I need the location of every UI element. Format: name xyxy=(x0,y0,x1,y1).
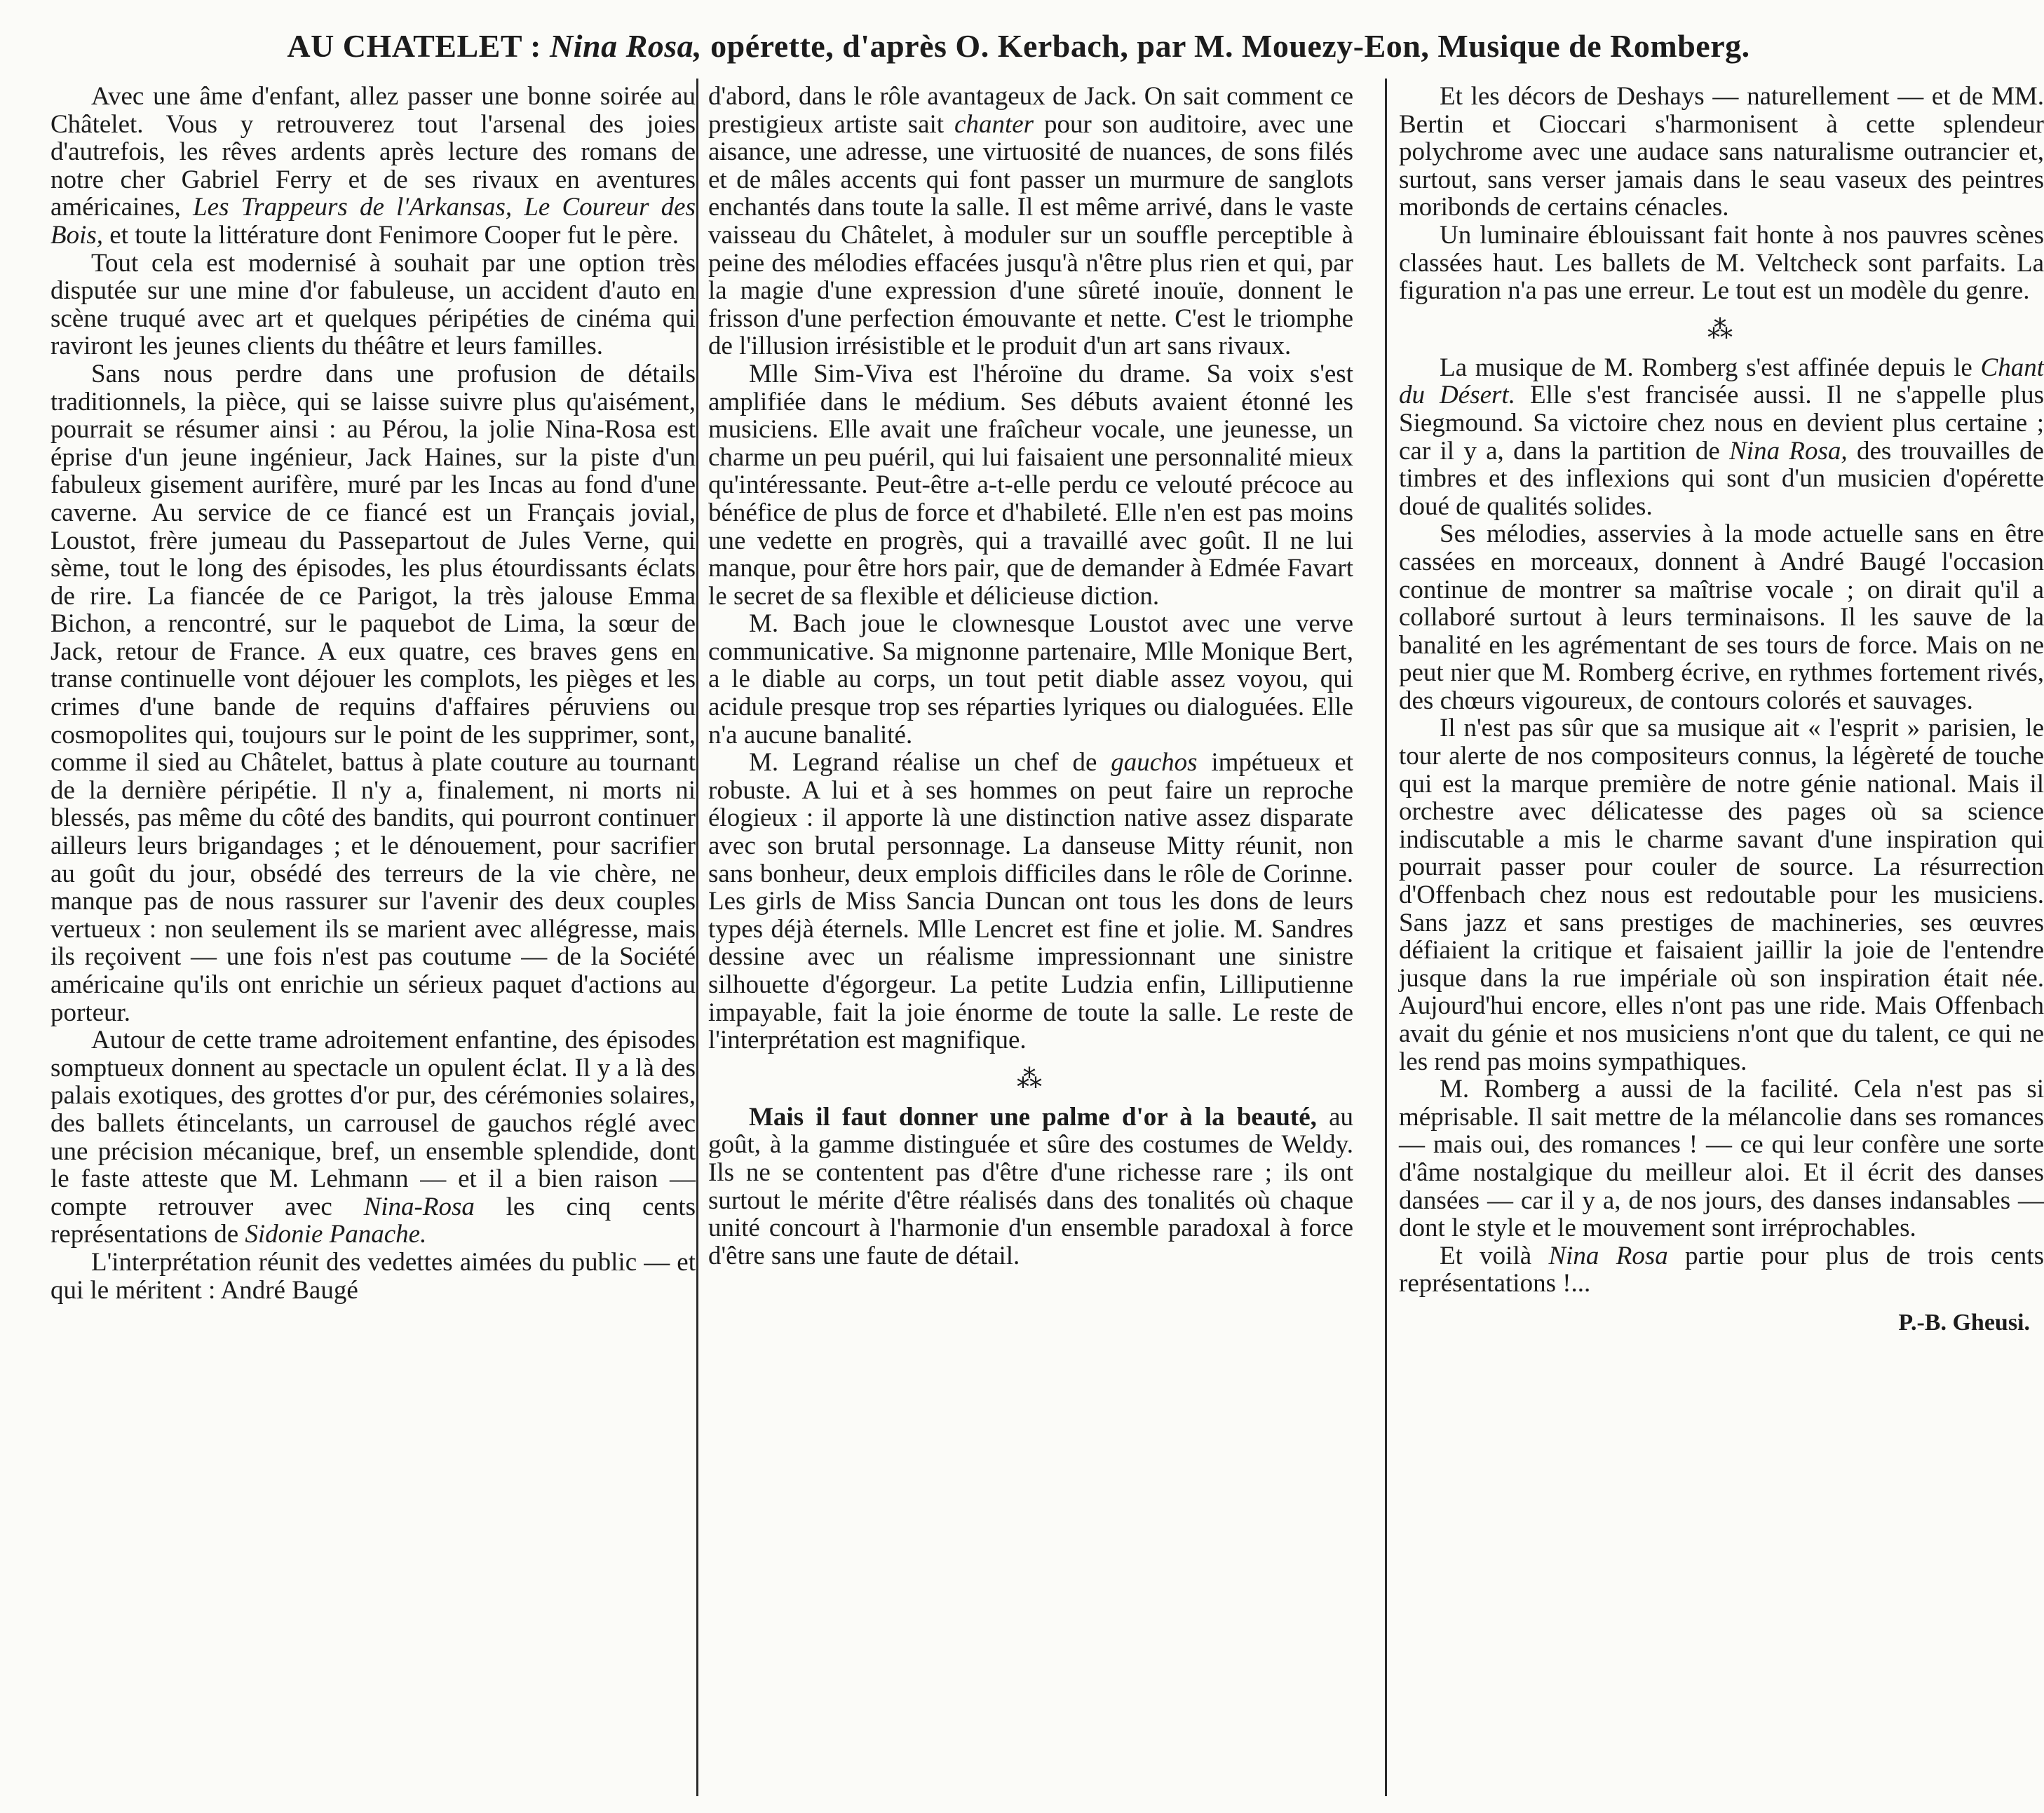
article-column-3 xyxy=(1399,83,2044,1793)
paragraph: Mlle Sim-Viva est l'héroïne du drame. Sa voix s'est amplifiée dans le médium. Ses débuts avaient étonné les musiciens. Elle avait une fraîcheur vocale, une jeunesse, un charme un peu puéril, qui lui faisaient une personnalité mieux qu'intéressante. Peut-être a-t-elle perdu ce velouté précoce au bénéfice de plus de force et d'habileté. Elle n'en est pas moins une vedette en progrès, qui a travaillé avec goût. Il ne lui manque, pour être hors pair, que de demander à Edmée Favart le secret de sa flexible et délicieuse diction. xyxy=(708,359,1353,611)
headline-rest: opérette, d'après O. Kerbach, par M. Mouezy-Eon, Musique de Romberg. xyxy=(702,28,1750,64)
text-run: au goût, à la gamme distinguée et sûre des costumes de Weldy. Ils ne se contentent pas d'être d'une richesse rare ; ils ont surtout le mérite d'être réalisés dans des tonalités où chaque unité concourt à l'harmonie d'un ensemble paradoxal à force d'être sans une faute de détail. xyxy=(708,1102,1353,1270)
paragraph xyxy=(708,749,1353,1054)
text-run: impétueux et robuste. A lui et à ses hommes on peut faire un reproche élogieux : il apporte là une distinction native assez disparate avec son brutal personnage. La danseuse Mitty réunit, non sans bonheur, deux emplois difficiles dans le rôle de Corinne. Les girls de Miss Sancia Duncan ont tous les dons de leurs types déjà éternels. Mlle Lencret est fine et jolie. M. Sandres dessine avec un réalisme impressionnant une sinistre silhouette d'égorgeur. La petite Ludzia enfin, Lilliputienne impayable, fait la joie énorme de toute la salle. Le reste de l'interprétation est magnifique. xyxy=(708,748,1353,1055)
paragraph xyxy=(708,83,1353,360)
paragraph: Ses mélodies, asservies à la mode actuelle sans en être cassées en morceaux, donnent à André Baugé l'occasion continue de montrer sa maîtrise vocale ; on dirait qu'il a collaboré surtout à leurs terminaisons. Il les sauve de la banalité en les agrémentant de ses tours de force. Mais on ne peut nier que M. Romberg écrive, en rythmes fortement rivés, des chœurs vigoureux, de contours colorés et sauvages. xyxy=(1399,520,2044,715)
italic-word: gauchos xyxy=(1111,748,1198,778)
italic-word: chanter xyxy=(954,109,1034,139)
headline-title: Nina Rosa, xyxy=(550,28,703,64)
text-run: La musique de M. Romberg s'est affinée depuis le xyxy=(1440,353,1981,382)
text-run: Avec une âme d'enfant, allez passer une bonne soirée au Châtelet. Vous y retrouverez tout l'arsenal des joies d'autrefois, les rêves ardents après lecture des romans de notre cher Gabriel Ferry et de ses rivaux en aventures américaines, xyxy=(50,82,696,222)
text-run: Et voilà xyxy=(1440,1241,1549,1270)
text-run: Autour de cette trame adroitement enfantine, des épisodes somptueux donnent au spectacle un opulent éclat. Il y a là des palais exotiques, des grottes d'or pur, des cérémonies solaires, des ballets étincelants, un carrousel de gauchos réglé avec une précision mécanique, bref, un ensemble splendide, dont le faste atteste que M. Lehmann — et il a bien raison — compte retrouver avec xyxy=(50,1026,696,1221)
italic-title: Sidonie Panache. xyxy=(245,1220,427,1249)
headline-prefix: AU CHATELET : xyxy=(287,28,550,64)
paragraph: Un luminaire éblouissant fait honte à nos pauvres scènes classées haut. Les ballets de M. Veltcheck sont parfaits. La figuration n'a pas une erreur. Le tout est un modèle du genre. xyxy=(1399,220,2044,306)
text-run: Elle s'est francisée aussi. Il ne s'appelle plus Siegmound. Sa victoire chez nous en devient plus certaine ; car il y a, dans la partition de xyxy=(1399,381,2044,466)
paragraph: L'interprétation réunit des vedettes aimées du public — et qui le méritent : André Baugé xyxy=(50,1247,696,1305)
italic-title: Chant du Désert. xyxy=(1399,353,2044,410)
italic-title: Les Trappeurs de l'Arkansas, Le Coureur des Bois, xyxy=(50,193,696,250)
italic-title: Nina Rosa xyxy=(1548,1241,1668,1270)
text-run: partie pour plus de trois cents représentations !... xyxy=(1399,1241,2044,1298)
paragraph: Et les décors de Deshays — naturellement — et de MM. Bertin et Cioccari s'harmonisent à cette splendeur polychrome avec une audace sans naturalisme outrancier et, surtout, sans verser jamais dans le seau vaseux des peintres moribonds de certains cénacles. xyxy=(1399,82,2044,222)
paragraph: M. Romberg a aussi de la facilité. Cela n'est pas si méprisable. Il sait mettre de la mélancolie dans ses romances — mais oui, des romances ! — ce qui leur confère une sorte d'âme nostalgique du meilleur aloi. Et il écrit des danses dansées — car il y a, de nos jours, des danses indansables — dont le style et le mouvement sont irréprochables. xyxy=(1399,1075,2044,1243)
text-run: M. Legrand réalise un chef de xyxy=(749,748,1111,778)
text-run: pour son auditoire, avec une aisance, une adresse, une virtuosité de nuances, de sons filés et de mâles accents qui font passer un murmure de sanglots enchantés dans toute la salle. Il est même arrivé, dans le vaste vaisseau du Châtelet, à moduler sur un souffle perceptible à peine des mélodies effacées jusqu'à n'être plus rien et qui, par la magie d'une expression d'une sûreté inouïe, donnent le frisson d'une perfection émouvante et nette. C'est le triomphe de l'illusion irrésistible et le produit d'un art sans rivaux. xyxy=(708,109,1353,361)
section-separator-stars: ⁂ xyxy=(1017,1064,1045,1093)
article-column-1 xyxy=(50,83,696,1793)
bold-lead-text: Mais il faut donner une palme d'or à la beauté, xyxy=(749,1102,1317,1132)
paragraph xyxy=(50,83,696,250)
text-run: les cinq cents représentations de xyxy=(50,1192,696,1249)
article-headline xyxy=(0,27,2037,66)
paragraph xyxy=(50,1026,696,1249)
italic-title: Nina-Rosa xyxy=(363,1192,475,1221)
paragraph xyxy=(1399,354,2044,521)
paragraph: Il n'est pas sûr que sa musique ait « l'esprit » parisien, le tour alerte de nos compositeurs connus, la légèreté de touche qui est la marque première de notre génie national. Mais il orchestre avec délicatesse des pages où sa science indiscutable a mis le charme savant d'une inspiration qui pourrait passer pour couler de source. La résurrection d'Offenbach chez nous est redoutable pour les musiciens. Sans jazz et sans prestiges de machineries, ses œuvres défiaient la critique et faisaient jaillir la joie de l'entendre jusque dans la rue impériale où son inspiration était née. Aujourd'hui encore, elles n'ont pas une ride. Mais Offenbach avait du génie et nos musiciens n'ont que du talent, ce qui ne les rend pas moins sympathiques. xyxy=(1399,714,2044,1076)
text-run: et toute la littérature dont Fenimore Cooper fut le père. xyxy=(103,220,679,250)
paragraph: Tout cela est modernisé à souhait par une option très disputée sur une mine d'or fabuleuse, un accident d'auto en scène truqué avec art et quelques péripéties de cinéma qui raviront les jeunes clients du théâtre et leurs familles. xyxy=(50,248,696,361)
column-divider xyxy=(696,79,698,1796)
paragraph xyxy=(1399,1242,2044,1298)
paragraph: Sans nous perdre dans une profusion de détails traditionnels, la pièce, qui se laisse suivre plus qu'aisément, pourrait se résumer ainsi : au Pérou, la jolie Nina-Rosa est éprise d'un jeune ingénieur, Jack Haines, sur la piste d'un fabuleux gisement aurifère, muré par les Incas au fond d'une caverne. Au service de ce fiancé est un Français jovial, Loustot, frère jumeau du Passepartout de Jules Verne, qui sème, tout le long des épisodes, les plus étourdissants éclats de rire. La fiancée de ce Parigot, la très jalouse Emma Bichon, a rencontré, sur le paquebot de Lima, la sœur de Jack, retour de France. A eux quatre, ces braves gens en transe continuelle vont déjouer les complots, les pièges et les crimes d'une bande de requins d'affaires péruviens ou cosmopolites qui, toujours sur le point de les supprimer, sont, comme il sied au Châtelet, battus à plate couture au tournant de la dernière péripétie. Il n'y a, finalement, ni morts ni blessés, pas même du côté des bandits, qui pourront continuer ailleurs leurs brigandages ; et le dénouement, pour sacrifier au goût du jour, obsédé des terreurs de la vie chère, ne manque pas de nous rassurer sur l'avenir des deux couples vertueux : non seulement ils se marient avec allégresse, mais ils reçoivent — une fois n'est pas coutume — de la Société américaine qu'ils ont enrichie un sérieux paquet d'actions au porteur. xyxy=(50,359,696,1027)
paragraph: M. Bach joue le clownesque Loustot avec une verve communicative. Sa mignonne partenaire, Mlle Monique Bert, a le diable au corps, un tout petit diable assez voyou, qui acidule presque trop ses réparties lyriques ou dialoguées. Elle n'a aucune banalité. xyxy=(708,609,1353,749)
article-column-2 xyxy=(708,83,1353,1793)
section-separator-stars: ⁂ xyxy=(1707,315,1735,344)
italic-title: Nina Rosa, xyxy=(1729,436,1848,466)
column-divider xyxy=(1385,79,1387,1796)
paragraph xyxy=(708,1104,1353,1270)
text-run: d'abord, dans le rôle avantageux de Jack. On sait comment ce prestigieux artiste sait xyxy=(708,82,1353,139)
text-run: des trouvailles de timbres et des inflexions qui sont d'un musicien d'opérette doué de qualités solides. xyxy=(1399,436,2044,521)
author-signature: P.-B. Gheusi. xyxy=(1898,1309,2030,1336)
